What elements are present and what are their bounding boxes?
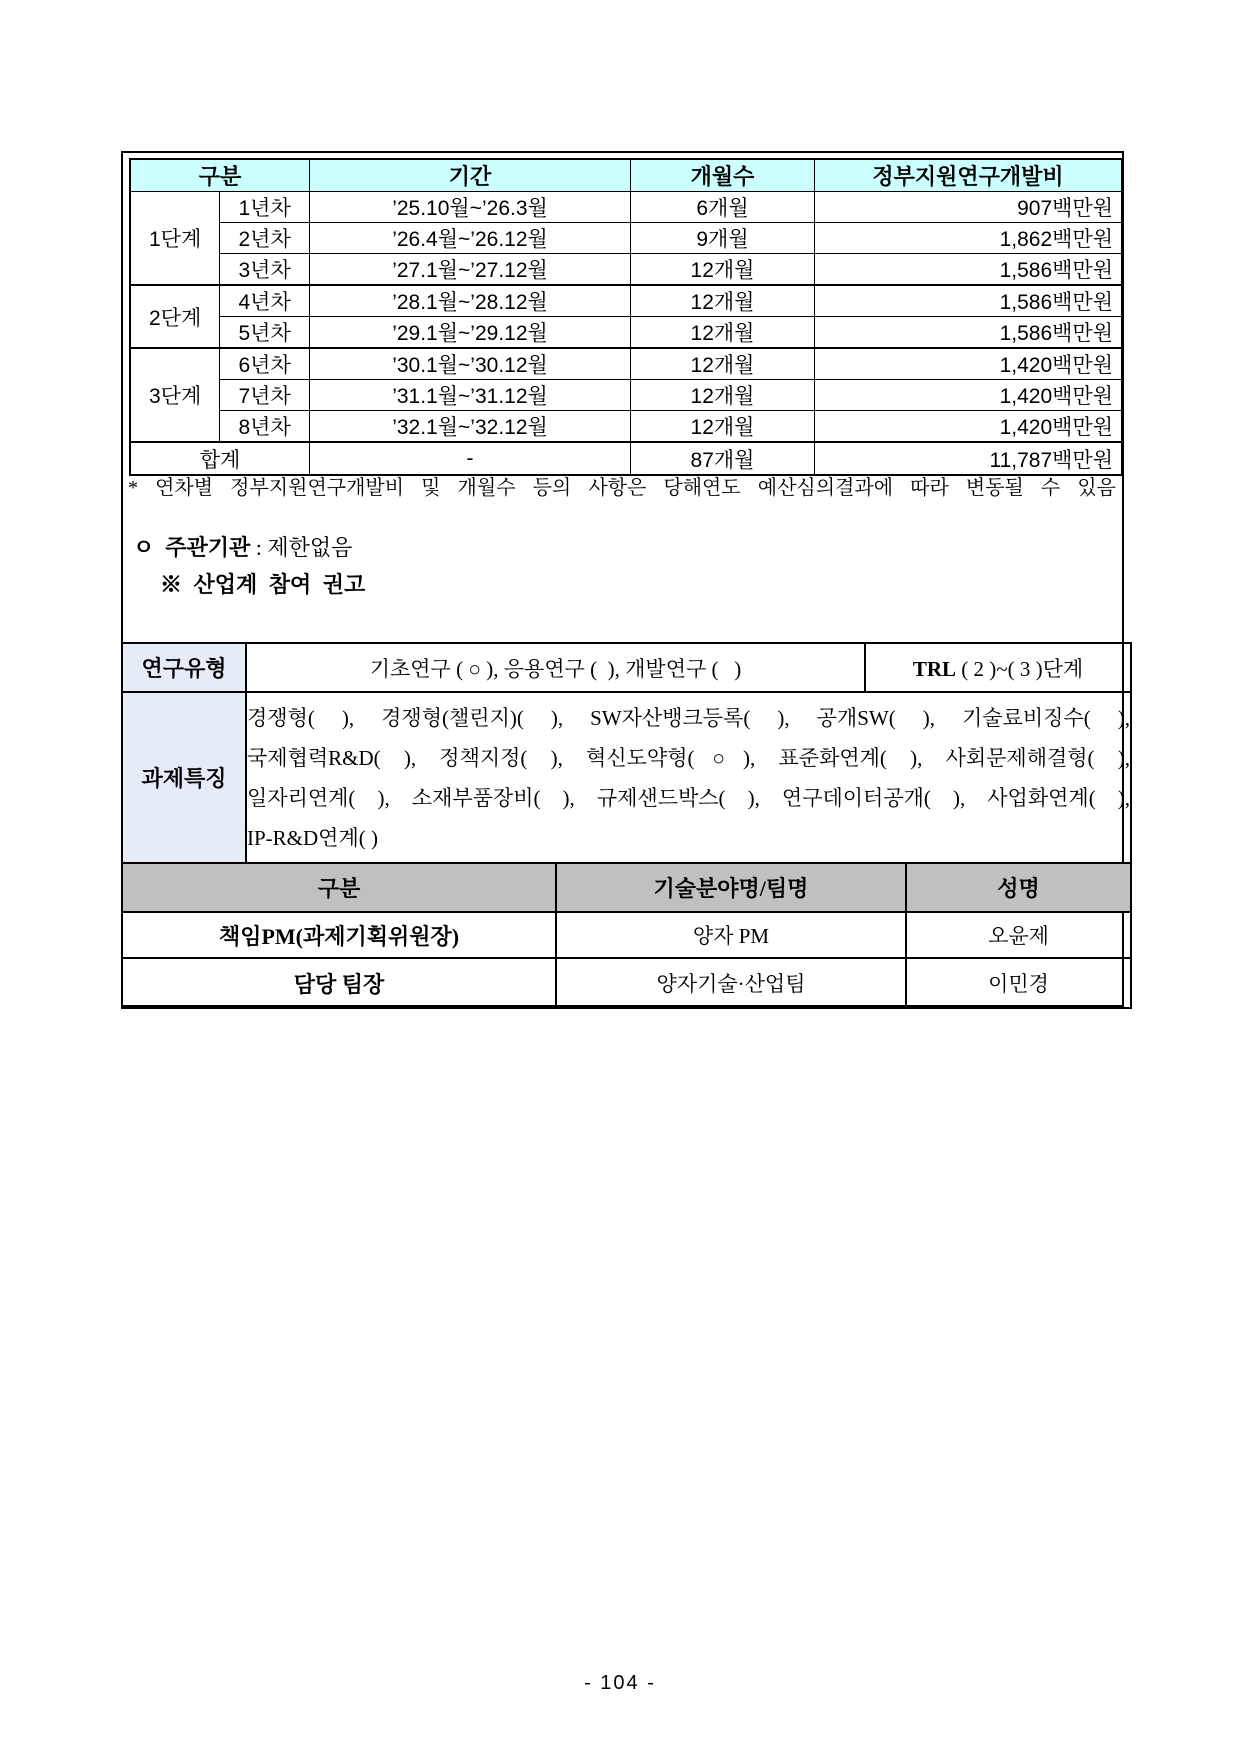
industry-participation-note: ※ 산업계 참여 권고 xyxy=(160,572,366,597)
period-cell: ’32.1월~’32.12월 xyxy=(310,411,631,443)
lead-organization-label: ㅇ 주관기관 xyxy=(133,535,251,560)
person-name: 이민경 xyxy=(906,958,1131,1008)
table-row xyxy=(130,411,1122,443)
table-row xyxy=(130,192,1122,223)
year-cell: 7년차 xyxy=(220,380,310,411)
header-budget: 정부지원연구개발비 xyxy=(815,159,1123,192)
lead-organization-value: : 제한없음 xyxy=(250,535,353,560)
research-type-row xyxy=(122,643,1131,692)
amount-cell: 1,862백만원 xyxy=(815,223,1123,254)
months-cell: 12개월 xyxy=(631,285,815,317)
months-cell: 12개월 xyxy=(631,348,815,380)
stage-cell: 2단계 xyxy=(130,285,220,348)
amount-cell: 1,420백만원 xyxy=(815,348,1123,380)
research-type-label: 연구유형 xyxy=(122,643,246,692)
header-row xyxy=(122,863,1131,912)
months-cell: 6개월 xyxy=(631,192,815,223)
year-cell: 8년차 xyxy=(220,411,310,443)
people-header-name: 성명 xyxy=(906,863,1131,912)
period-cell: ’31.1월~’31.12월 xyxy=(310,380,631,411)
total-months: 87개월 xyxy=(631,442,815,475)
year-cell: 2년차 xyxy=(220,223,310,254)
task-features-line: IP-R&D연계( ) xyxy=(247,825,378,850)
lead-organization-line xyxy=(133,531,352,562)
amount-cell: 1,420백만원 xyxy=(815,411,1123,443)
trl-range-cell xyxy=(865,643,1131,692)
task-features-row xyxy=(122,692,1131,863)
total-label: 합계 xyxy=(130,442,310,475)
months-cell: 12개월 xyxy=(631,254,815,286)
table-row xyxy=(130,223,1122,254)
header-category: 구분 xyxy=(130,159,310,192)
total-amount: 11,787백만원 xyxy=(815,442,1123,475)
table-row xyxy=(130,348,1122,380)
header-period: 기간 xyxy=(310,159,631,192)
trl-label: TRL xyxy=(912,656,957,681)
table-row xyxy=(122,912,1131,958)
table-row xyxy=(122,958,1131,1008)
budget-change-note: * 연차별 정부지원연구개발비 및 개월수 등의 사항은 당해연도 예산심의결과에 따라 변동될 수 있음 xyxy=(128,477,1116,499)
period-cell: ’27.1월~’27.12월 xyxy=(310,254,631,286)
task-features-line: 국제협력R&D( ), 정책지정( ), 혁신도약형(○), 표준화연계( ), 사회문제해결형( ), xyxy=(247,745,1130,770)
people-header-field: 기술분야명/팀명 xyxy=(556,863,906,912)
period-cell: ’29.1월~’29.12월 xyxy=(310,317,631,349)
months-cell: 9개월 xyxy=(631,223,815,254)
schedule-table-header xyxy=(130,159,1122,192)
total-period: - xyxy=(310,442,631,475)
person-field: 양자기술·산업팀 xyxy=(556,958,906,1008)
trl-value: ( 2 )~( 3 )단계 xyxy=(956,656,1084,681)
page-number: - 104 - xyxy=(584,1672,656,1694)
header-months: 개월수 xyxy=(631,159,815,192)
months-cell: 12개월 xyxy=(631,380,815,411)
amount-cell: 1,586백만원 xyxy=(815,285,1123,317)
task-features-line: 경쟁형( ), 경쟁형(챌린지)( ), SW자산뱅크등록( ), 공개SW( ), 기술료비징수( ), xyxy=(247,705,1130,730)
people-table-header xyxy=(122,863,1131,912)
amount-cell: 1,420백만원 xyxy=(815,380,1123,411)
research-type-options: 기초연구 ( ○ ), 응용연구 ( ), 개발연구 ( ) xyxy=(246,643,865,692)
period-cell: ’25.10월~’26.3월 xyxy=(310,192,631,223)
year-cell: 3년차 xyxy=(220,254,310,286)
task-features-content xyxy=(246,692,1131,863)
amount-cell: 907백만원 xyxy=(815,192,1123,223)
stage-cell: 1단계 xyxy=(130,192,220,286)
year-cell: 1년차 xyxy=(220,192,310,223)
task-features-line: 일자리연계( ), 소재부품장비( ), 규제샌드박스( ), 연구데이터공개( ), 사업화연계( ), xyxy=(247,785,1130,810)
people-header-category: 구분 xyxy=(122,863,556,912)
task-features-label: 과제특징 xyxy=(122,692,246,863)
person-role: 담당 팀장 xyxy=(122,958,556,1008)
period-cell: ’26.4월~’26.12월 xyxy=(310,223,631,254)
months-cell: 12개월 xyxy=(631,317,815,349)
stage-cell: 3단계 xyxy=(130,348,220,442)
research-type-table xyxy=(121,642,1132,864)
header-row xyxy=(130,159,1122,192)
schedule-table xyxy=(129,158,1123,476)
year-cell: 5년차 xyxy=(220,317,310,349)
year-cell: 4년차 xyxy=(220,285,310,317)
people-table xyxy=(121,862,1132,1009)
person-role: 책임PM(과제기획위원장) xyxy=(122,912,556,958)
amount-cell: 1,586백만원 xyxy=(815,254,1123,286)
table-row xyxy=(130,254,1122,286)
table-row xyxy=(130,317,1122,349)
period-cell: ’28.1월~’28.12월 xyxy=(310,285,631,317)
person-field: 양자 PM xyxy=(556,912,906,958)
person-name: 오윤제 xyxy=(906,912,1131,958)
period-cell: ’30.1월~’30.12월 xyxy=(310,348,631,380)
table-row xyxy=(130,380,1122,411)
table-row xyxy=(130,285,1122,317)
year-cell: 6년차 xyxy=(220,348,310,380)
amount-cell: 1,586백만원 xyxy=(815,317,1123,349)
months-cell: 12개월 xyxy=(631,411,815,443)
